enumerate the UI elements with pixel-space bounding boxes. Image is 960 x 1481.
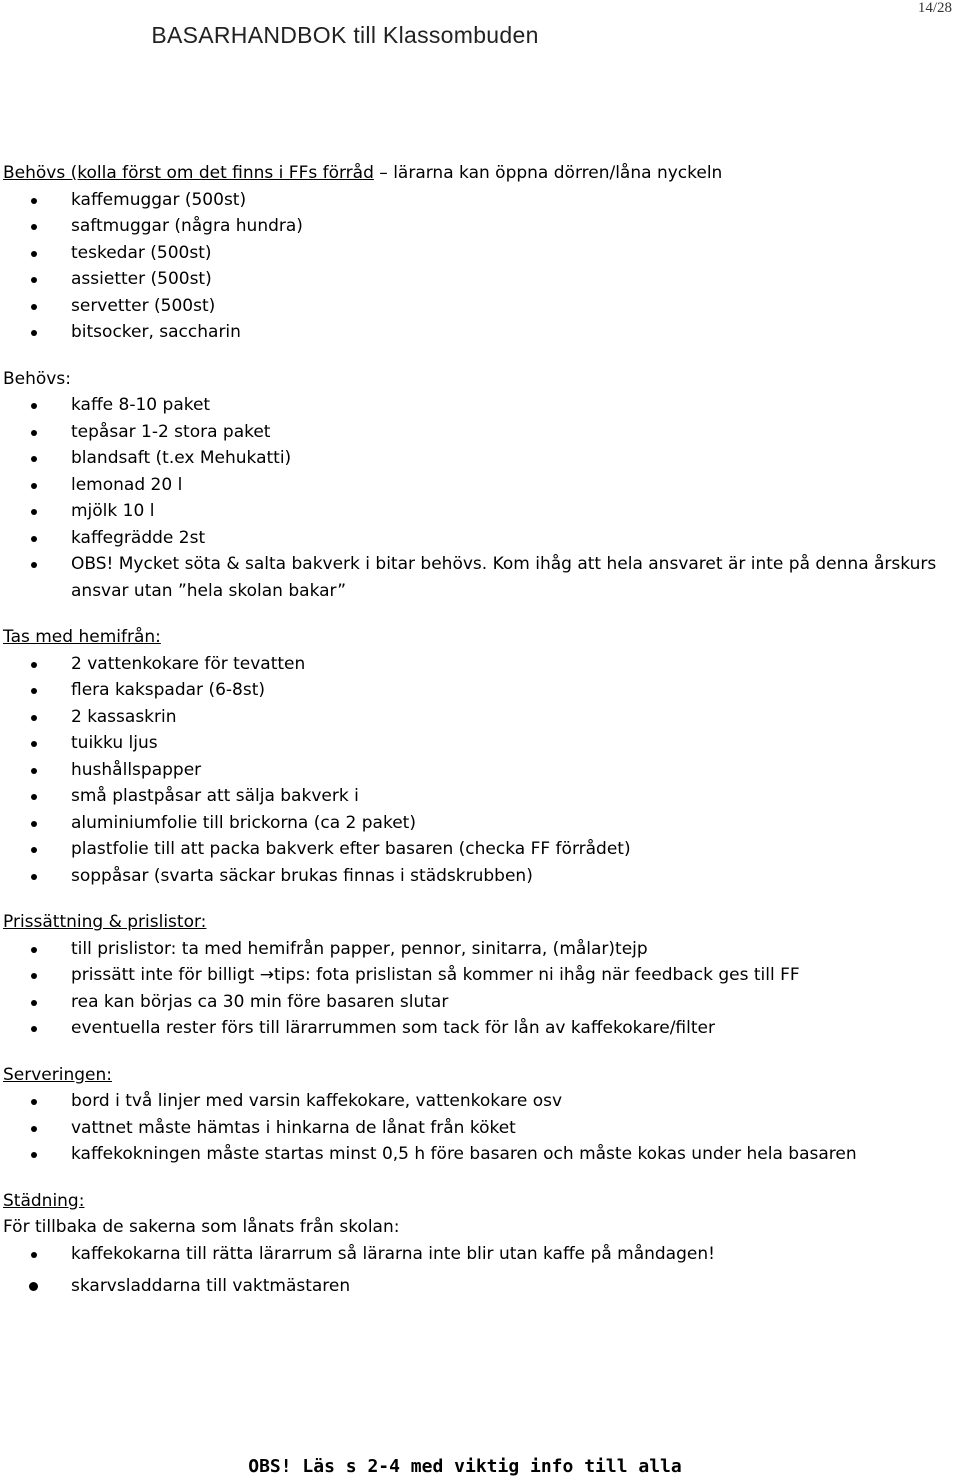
list-item: plastfolie till att packa bakverk efter basaren (checka FF förrådet)	[3, 836, 952, 863]
bullet-icon	[31, 874, 37, 880]
section-heading: Städning:	[3, 1190, 85, 1211]
list-item: kaffemuggar (500st)	[3, 187, 952, 214]
list-item: tuikku ljus	[3, 730, 952, 757]
section-serving	[3, 1062, 952, 1168]
list-item: flera kakspadar (6-8st)	[3, 677, 952, 704]
list-item: kaffekokarna till rätta lärarrum så lärarna inte blir utan kaffe på måndagen!	[3, 1241, 952, 1268]
section-heading: Behövs (kolla först om det finns i FFs förråd – lärarna kan öppna dörren/låna nyckeln	[3, 163, 723, 183]
section-needs	[3, 366, 952, 605]
bullet-list	[3, 1088, 952, 1168]
bullet-icon	[31, 277, 37, 283]
list-item: små plastpåsar att sälja bakverk i	[3, 783, 952, 810]
bullet-icon	[29, 1282, 38, 1291]
bullet-icon	[31, 1126, 37, 1132]
section-subheading: För tillbaka de sakerna som lånats från skolan:	[3, 1217, 400, 1237]
bullet-icon	[31, 1099, 37, 1105]
section-from-home	[3, 624, 952, 889]
bullet-list	[3, 936, 952, 1042]
section-cleaning	[3, 1188, 952, 1300]
page-number: 14/28	[917, 0, 952, 16]
bullet-icon	[31, 1252, 37, 1258]
section-heading: Prissättning & prislistor:	[3, 912, 207, 932]
arrow-right-icon: →	[259, 965, 274, 985]
header-title: BASARHANDBOK till Klassombuden	[151, 22, 539, 48]
list-item: servetter (500st)	[3, 293, 952, 320]
bullet-icon	[31, 509, 37, 515]
list-item: kaffekokningen måste startas minst 0,5 h före basaren och måste kokas under hela basaren	[3, 1141, 952, 1168]
list-item: OBS! Mycket söta & salta bakverk i bitar behövs. Kom ihåg att hela ansvaret är inte på denna årskurs ansvar utan ”hela skolan bakar”	[3, 551, 952, 604]
list-item: eventuella rester förs till lärarrummen som tack för lån av kaffekokare/filter	[3, 1015, 952, 1042]
bullet-list	[3, 392, 952, 604]
bullet-icon	[31, 483, 37, 489]
list-item: 2 vattenkokare för tevatten	[3, 651, 952, 678]
bullet-icon	[31, 1152, 37, 1158]
list-item: aluminiumfolie till brickorna (ca 2 paket)	[3, 810, 952, 837]
list-item: prissätt inte för billigt →tips: fota prislistan så kommer ni ihåg när feedback ges till FF	[3, 962, 952, 989]
list-item: bord i två linjer med varsin kaffekokare, vattenkokare osv	[3, 1088, 952, 1115]
list-item: blandsaft (t.ex Mehukatti)	[3, 445, 952, 472]
bullet-icon	[31, 562, 37, 568]
list-item: mjölk 10 l	[3, 498, 952, 525]
bullet-list	[3, 1241, 952, 1300]
list-item: tepåsar 1-2 stora paket	[3, 419, 952, 446]
list-item: soppåsar (svarta säckar brukas finnas i städskrubben)	[3, 863, 952, 890]
section-heading: Tas med hemifrån:	[3, 627, 161, 647]
section-pricing	[3, 909, 952, 1042]
bullet-list	[3, 187, 952, 346]
bullet-icon	[31, 251, 37, 257]
footer-note: OBS! Läs s 2-4 med viktig info till alla	[248, 1456, 682, 1477]
list-item: rea kan börjas ca 30 min före basaren slutar	[3, 989, 952, 1016]
list-item: kaffegrädde 2st	[3, 525, 952, 552]
list-item: teskedar (500st)	[3, 240, 952, 267]
bullet-icon	[31, 662, 37, 668]
bullet-list	[3, 651, 952, 890]
list-item: vattnet måste hämtas i hinkarna de lånat från köket	[3, 1115, 952, 1142]
list-item: bitsocker, saccharin	[3, 319, 952, 346]
section-heading: Behövs:	[3, 368, 71, 389]
bullet-icon	[31, 330, 37, 336]
section-needs-ff	[3, 160, 952, 346]
bullet-icon	[31, 741, 37, 747]
bullet-icon	[31, 1026, 37, 1032]
bullet-icon	[31, 304, 37, 310]
list-item: lemonad 20 l	[3, 472, 952, 499]
bullet-icon	[31, 403, 37, 409]
bullet-icon	[31, 715, 37, 721]
bullet-icon	[31, 456, 37, 462]
list-item: skarvsladdarna till vaktmästaren	[3, 1273, 952, 1300]
bullet-icon	[31, 430, 37, 436]
bullet-icon	[31, 688, 37, 694]
document-body	[3, 160, 952, 1300]
list-item: 2 kassaskrin	[3, 704, 952, 731]
list-item: kaffe 8-10 paket	[3, 392, 952, 419]
bullet-icon	[31, 1000, 37, 1006]
list-item: saftmuggar (några hundra)	[3, 213, 952, 240]
bullet-icon	[31, 973, 37, 979]
section-heading: Serveringen:	[3, 1064, 112, 1085]
bullet-icon	[31, 794, 37, 800]
bullet-icon	[31, 198, 37, 204]
bullet-icon	[31, 536, 37, 542]
bullet-icon	[31, 821, 37, 827]
bullet-icon	[31, 947, 37, 953]
list-item: till prislistor: ta med hemifrån papper, pennor, sinitarra, (målar)tejp	[3, 936, 952, 963]
bullet-icon	[31, 768, 37, 774]
list-item: assietter (500st)	[3, 266, 952, 293]
list-item: hushållspapper	[3, 757, 952, 784]
bullet-icon	[31, 847, 37, 853]
bullet-icon	[31, 224, 37, 230]
